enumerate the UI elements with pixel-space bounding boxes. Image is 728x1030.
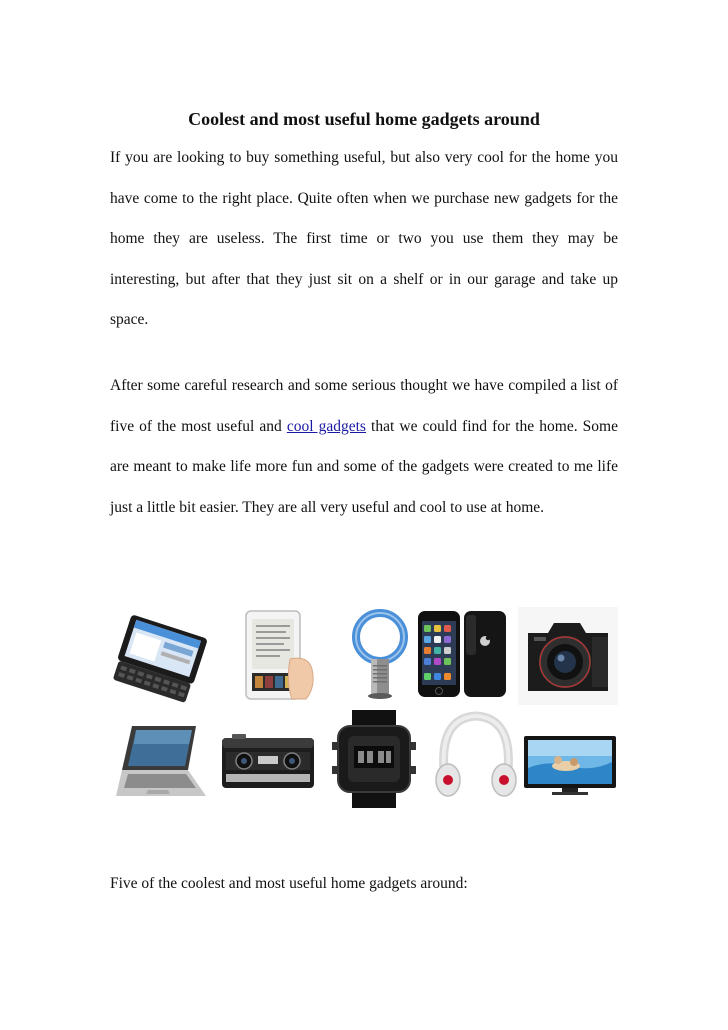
list-intro-paragraph: Five of the coolest and most useful home gadgets around: <box>110 875 468 892</box>
dslr-camera-icon <box>518 607 618 705</box>
digital-watch-icon <box>324 710 424 808</box>
research-paragraph-start: After some careful research and some serious thought we have compiled a list of five of the most useful and <box>110 377 618 435</box>
ereader-icon <box>228 607 328 705</box>
cool-gadgets-link[interactable]: cool gadgets <box>286 417 366 435</box>
netbook-icon <box>110 710 210 808</box>
flat-tv-icon <box>520 710 620 808</box>
research-paragraph <box>110 366 618 528</box>
page-title: Coolest and most useful home gadgets around <box>188 109 540 129</box>
iphone-icon <box>416 607 516 705</box>
headphones-icon <box>426 710 526 808</box>
research-paragraph-end: that we could find for the home. Some are meant to make life more fun and some of the gadgets were created to me life just a little bit easier. They are all very useful and cool to use at home. <box>110 417 618 516</box>
compact-camera-icon <box>218 710 318 808</box>
bladeless-fan-icon <box>330 607 430 705</box>
smartphone-keyboard-icon <box>110 607 210 705</box>
intro-paragraph: If you are looking to buy something useful, but also very cool for the home you have come to the right place. Quite often when we purchase new gadgets for the home they are useless. The first time or two you use them they may be interesting, but after that they just sit on a shelf or in our garage and take up space. <box>110 149 618 328</box>
